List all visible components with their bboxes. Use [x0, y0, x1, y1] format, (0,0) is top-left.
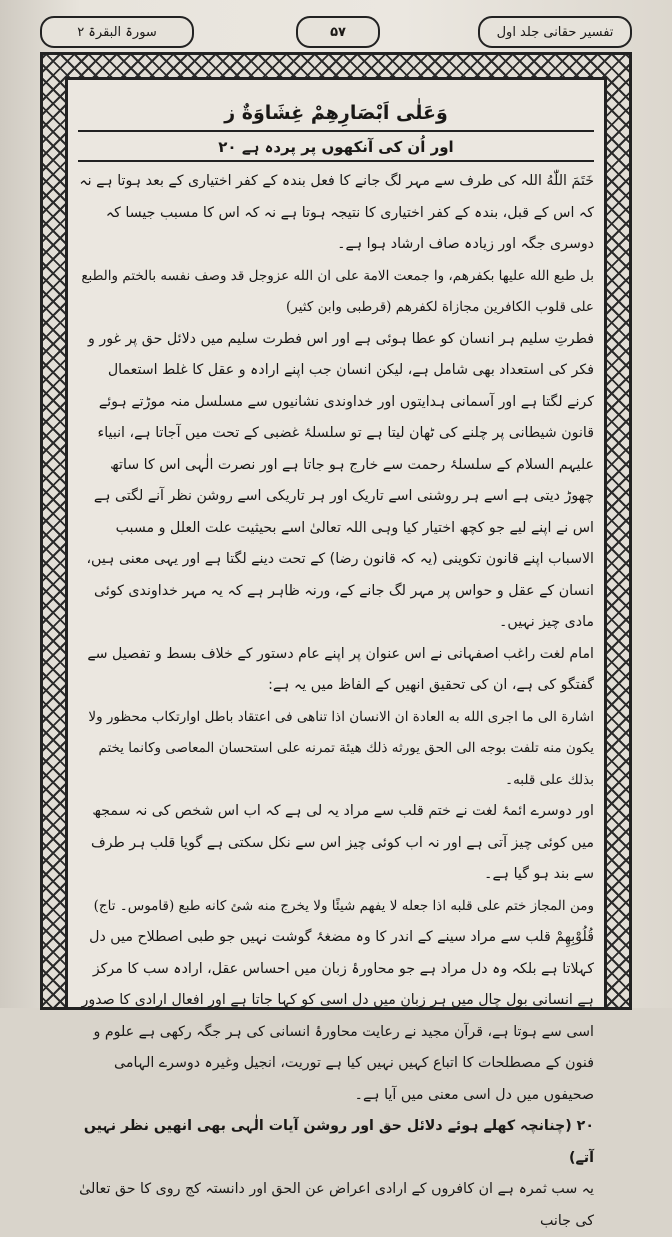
surah-name-cartouche: سورۃ البقرۃ ۲	[40, 16, 194, 48]
commentary-paragraph: خَتَمَ اللّٰهُ اللہ کی طرف سے مہر لگ جانے کا فعل بندہ کے کفر اختیاری کے بعد ہوتا ہے نہ کہ اس کے قبل، بندہ کے کفر اختیاری کا نتیجہ ہوتا ہے نہ کہ اس کا مسبب جیسا کہ دوسری جگہ اور زیادہ صاف ارشاد ہوا ہے۔	[79, 173, 594, 252]
arabic-quotation: ومن المجاز ختم على قلبه اذا جعله لا يفهم شيئًا ولا يخرج منه شئ كانه طبع (قاموس۔ تاج)	[93, 897, 594, 914]
arabic-quotation: بل طبع الله عليها بكفرهم، وا جمعت الامة على ان الله عزوجل قد وصف نفسه بالختم والطبع على قلوب الكافرين مجازاة لكفرهم (قرطبی وابن کثیر)	[81, 267, 594, 315]
commentary-paragraph: فطرتِ سلیم ہر انسان کو عطا ہوئی ہے اور اس فطرت سلیم میں دلائل حق پر غور و فکر کی استعداد بھی شامل ہے، لیکن انسان جب اپنے ارادہ و عقل کا غلط استعمال کرنے لگتا ہے اور آسمانی ہدایتوں اور خداوندی نشانیوں سے مسلسل منہ موڑتے ہوئے قانون شیطانی پر چلنے کی ٹھان لیتا ہے تو سلسلۂ غضبی کے تحت میں آجاتا ہے، انبیاء علیہم السلام کے سلسلۂ رحمت سے خارج ہو جاتا ہے اور نصرت الٰہی اس کا ساتھ چھوڑ دیتی ہے اسے ہر روشنی اسے تاریک اور ہر تاریکی اسے روشن نظر آنے لگتی ہے اس نے اپنے لیے جو کچھ اختیار کیا وہی اللہ تعالیٰ اسے بحیثیت علت العلل و مسبب الاسباب اپنے قانون تکوینی (یہ کہ قانون رضا) کے تحت دینے لگتا ہے اور یہی معنی ہیں، انسان کے عقل و حواس پر مہر لگ جانے کے، ورنہ ظاہر ہے کہ یہ مہر خداوندی کوئی مادی چیز نہیں۔	[86, 330, 594, 630]
arabic-quotation: اشارة الى ما اجرى الله به العادة ان الانسان اذا تناهى فى اعتقاد باطل اوارتكاب محظور ولا يكون منه تلفت بوجه الى الحق يورثه ذلك هيئة تمرنه على استحسان المعاصى وكانما يختم بذلك على قلبه۔	[88, 708, 594, 788]
commentary-paragraph: قُلُوْبِهِمْ قلب سے مراد سینے کے اندر کا وہ مضغۂ گوشت نہیں جو طبی اصطلاح میں دل کہلاتا ہے بلکہ وہ دل مراد ہے جو محاورۂ زبان میں احساس عقل، ارادہ سب کا مرکز ہے انسانی بول چال میں ہر زبان میں دل اسی کو کہا جاتا ہے اور افعال ارادی کا صدور اسی سے ہوتا ہے، قرآن مجید نے رعایت محاورۂ انسانی کی ہر جگہ رکھی ہے علوم و فنون کے مصطلحات کا اتباع کہیں نہیں کیا ہے توریت، انجیل وغیرہ دوسرے الہامی صحیفوں میں دل اسی معنی میں آیا ہے۔	[81, 929, 594, 1103]
book-title-cartouche: تفسیر حقانی جلد اول	[478, 16, 632, 48]
page-content	[78, 94, 594, 1229]
ornamental-border	[40, 52, 632, 1229]
page-number: ۵۷	[296, 16, 380, 48]
commentary-paragraph: اور دوسرے ائمۂ لغت نے ختم قلب سے مراد یہ لی ہے کہ اب اس شخص کی نہ سمجھ میں کوئی چیز آتی ہے اور نہ اب کوئی چیز اس سے نکل سکتی ہے گویا قلب ہر طرف سے بند ہو گیا ہے۔	[90, 803, 594, 882]
running-header	[40, 14, 632, 48]
divider	[78, 130, 594, 132]
text-frame	[65, 77, 607, 1229]
commentary-paragraph: یہ سب ثمرہ ہے ان کافروں کے ارادی اعراض عن الحق اور دانستہ کج روی کا حق تعالیٰ کی جانب	[79, 1181, 594, 1229]
divider	[78, 160, 594, 162]
commentary-paragraph: امام لغت راغب اصفہانی نے اس عنوان پر اپنے عام دستور کے خلاف بسط و تفصیل سے گفتگو کی ہے، ان کی تحقیق انھیں کے الفاظ میں یہ ہے:	[87, 645, 594, 693]
quran-verse: وَعَلٰى اَبْصَارِهِمْ غِشَاوَةٌ ز	[224, 102, 448, 124]
note-heading: ۲۰ (چنانچہ کھلے ہوئے دلائل حق اور روشن آیات الٰہی بھی انھیں نظر نہیں آتے)	[83, 1118, 594, 1166]
verse-translation: اور اُن کی آنکھوں پر پردہ ہے ۲۰	[218, 138, 454, 156]
